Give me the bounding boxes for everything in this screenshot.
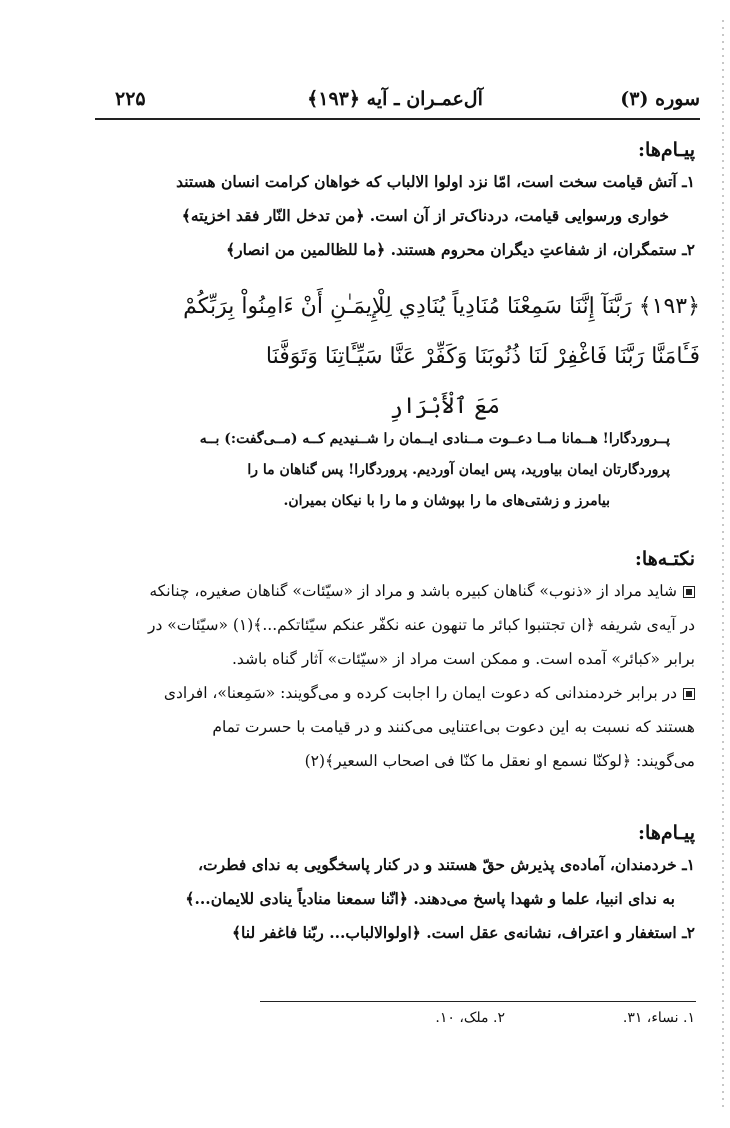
page-edge xyxy=(722,20,724,1110)
page-number: ۲۲۵ xyxy=(115,88,146,110)
note-bullet-icon xyxy=(683,688,695,700)
translation-line: پــروردگارا! هــمانا مــا دعــوت مــنادی ایــمان را شــنیدیم کــه (مــی‌گفت:) بــه xyxy=(199,431,670,447)
message-line: ۱ـ آتش قیامت سخت است، امّا نزد اولوا الالباب که خواهان کرامت انسان هستند xyxy=(176,172,695,191)
translation-line: بیامرز و زشتی‌های ما را بپوشان و ما را با نیکان بمیران. xyxy=(283,493,610,509)
footnotes xyxy=(95,1010,695,1040)
section-heading: نکتـه‌ها: xyxy=(634,548,695,570)
page-header xyxy=(95,88,700,118)
notes-section xyxy=(95,544,695,778)
section-heading: پیـام‌ها: xyxy=(638,139,695,161)
footnote-1: ۱. نساء، ۳۱. xyxy=(622,1010,695,1026)
message-line: به ندای انبیا، علما و شهدا پاسخ می‌دهند. ﴿انّنا سمعنا منادیاً ینادی للایمان...﴾ xyxy=(185,889,675,908)
verse-line: فَـَٔامَنَّا رَبَّنَا فَاغْفِرْ لَنَا ذُنُوبَنَا وَكَفِّرْ عَنَّا سَيِّـَٔاتِنَا وَتَوَفَّنَا xyxy=(265,344,700,369)
verse-line: مَعَ ٱلْأَبْرَارِ xyxy=(389,394,500,419)
note-bullet-icon xyxy=(683,586,695,598)
verse-translation xyxy=(110,424,670,517)
messages-section-1 xyxy=(95,135,695,267)
message-line: خواری ورسوایی قیامت، دردناک‌تر از آن است. ﴿من تدخل النّار فقد اخزیته﴾ xyxy=(181,206,669,225)
note-text: در برابر خردمندانی که دعوت ایمان را اجابت کرده و می‌گویند: «سَمِعنا»، افرادی xyxy=(163,684,677,702)
note-line: می‌گویند: ﴿لوکنّا نسمع او نعقل ما کنّا فی اصحاب السعیر﴾(۲) xyxy=(304,752,695,770)
header-rule xyxy=(95,118,700,120)
messages-section-2 xyxy=(95,818,695,950)
note-text: شاید مراد از «ذنوب» گناهان کبیره باشد و مراد از «سیّئات» گناهان صغیره، چنانکه xyxy=(149,582,677,600)
footnote-rule xyxy=(260,1001,696,1002)
note-line xyxy=(95,574,695,608)
note-line xyxy=(95,676,695,710)
note-line: هستند که نسبت به این دعوت بی‌اعتنایی می‌کنند و در قیامت با حسرت تمام xyxy=(212,718,695,736)
verse-line: ﴿۱۹۳﴾ رَبَّنَآ إِنَّنَا سَمِعْنَا مُنَادِياً يُنَادِي لِلْإِيمَـٰنِ أَنْ ءَامِنُواْ بِرَبِّكُمْ xyxy=(183,294,700,319)
section-heading: پیـام‌ها: xyxy=(638,822,695,844)
translation-line: پروردگارتان ایمان بیاورید، پس ایمان آوردیم. پروردگارا! پس گناهان ما را xyxy=(247,462,670,478)
footnote-2: ۲. ملک، ۱۰. xyxy=(435,1010,505,1026)
message-line: ۲ـ ستمگران، از شفاعتِ دیگران محروم هستند. ﴿ما للظالمین من انصار﴾ xyxy=(226,240,695,259)
message-line: ۲ـ استغفار و اعتراف، نشانه‌ی عقل است. ﴿اولوالالباب... ربّنا فاغفر لنا﴾ xyxy=(231,923,695,942)
note-line: برابر «کبائر» آمده است. و ممکن است مراد از «سیّئات» آثار گناه باشد. xyxy=(232,650,695,668)
surah-label: سوره (۳) xyxy=(620,88,700,110)
message-line: ۱ـ خردمندان، آماده‌ی پذیرش حقّ هستند و در کنار پاسخگویی به ندای فطرت، xyxy=(198,855,695,874)
header-title: آل‌عمـران ـ آیه ﴿۱۹۳﴾ xyxy=(307,88,483,110)
quran-verse xyxy=(110,282,700,432)
note-line: در آیه‌ی شریفه ﴿ان تجتنبوا کبائر ما تنهون عنه نکفّر عنکم سیّئاتکم...﴾(۱) «سیّئات» در xyxy=(147,616,695,634)
